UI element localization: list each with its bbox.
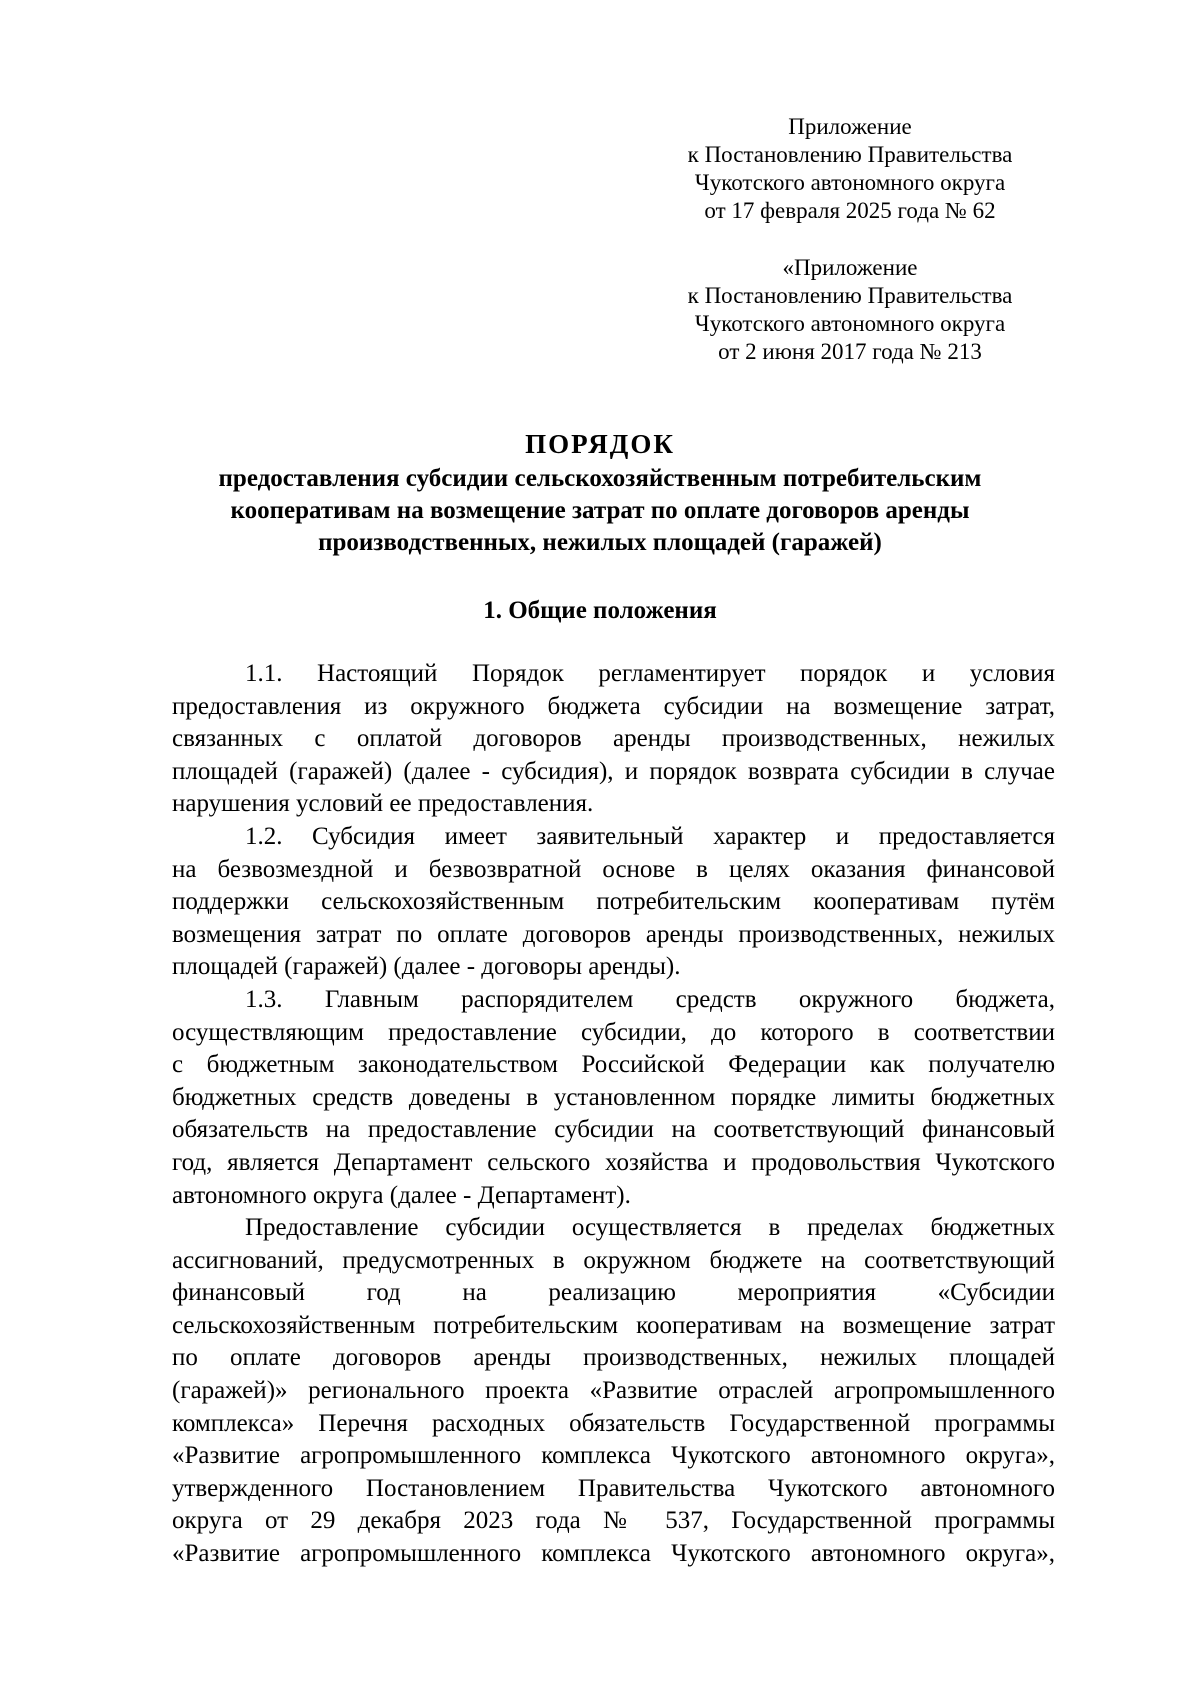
text-line: 1.3. Главным распорядителем средств окружного бюджета,: [245, 985, 1055, 1013]
text-line: «Развитие агропромышленного комплекса Чукотского автономного округа»,: [172, 1540, 1055, 1568]
paragraph-1-1: [172, 658, 1055, 821]
text-line: 1.2. Субсидия имеет заявительный характер и предоставляется: [245, 822, 1055, 850]
text-line: с бюджетным законодательством Российской Федерации как получателю: [172, 1051, 1055, 1079]
text-line: ассигнований, предусмотренных в окружном бюджете на соответствующий: [172, 1246, 1055, 1274]
paragraph-1-2: [172, 821, 1055, 984]
annex-header-line: Приложение: [788, 114, 912, 139]
subtitle-line: кооперативам на возмещение затрат по оплате договоров аренды: [230, 497, 970, 524]
text-line: по оплате договоров аренды производственных, нежилых площадей: [172, 1344, 1055, 1372]
annex-header-original: [650, 254, 1050, 366]
subtitle-line: производственных, нежилых площадей (гаражей): [318, 529, 882, 556]
annex-header-line: Чукотского автономного округа: [694, 170, 1006, 195]
text-line: автономного округа (далее - Департамент).: [172, 1181, 631, 1209]
annex-header-line: Чукотского автономного округа: [694, 311, 1006, 336]
text-line: предоставления из окружного бюджета субсидии на возмещение затрат,: [172, 692, 1055, 720]
text-line: округа от 29 декабря 2023 года № 537, Государственной программы: [172, 1507, 1055, 1535]
paragraph-funding: [172, 1212, 1055, 1571]
subtitle-line: предоставления субсидии сельскохозяйственным потребительским: [218, 465, 982, 492]
text-line: возмещения затрат по оплате договоров аренды производственных, нежилых: [172, 920, 1055, 948]
section-heading: 1. Общие положения: [483, 597, 717, 624]
text-line: осуществляющим предоставление субсидии, до которого в соответствии: [172, 1018, 1055, 1046]
document-subtitle: [140, 463, 1060, 559]
text-line: обязательств на предоставление субсидии на соответствующий финансовый: [172, 1116, 1055, 1144]
text-line: площадей (гаражей) (далее - субсидия), и порядок возврата субсидии в случае: [172, 757, 1055, 785]
annex-header-line: к Постановлению Правительства: [687, 283, 1013, 308]
text-line: поддержки сельскохозяйственным потребительским кооперативам путём: [172, 888, 1055, 916]
text-line: 1.1. Настоящий Порядок регламентирует порядок и условия: [245, 660, 1055, 687]
document-body: [172, 658, 1055, 1571]
annex-header-line: от 17 февраля 2025 года № 62: [704, 198, 996, 223]
paragraph-1-3: [172, 984, 1055, 1212]
text-line: комплекса» Перечня расходных обязательств Государственной программы: [172, 1409, 1055, 1437]
text-line: «Развитие агропромышленного комплекса Чукотского автономного округа»,: [172, 1442, 1055, 1470]
text-line: бюджетных средств доведены в установленном порядке лимиты бюджетных: [172, 1083, 1055, 1111]
annex-header-line: «Приложение: [782, 255, 918, 280]
annex-header-line: к Постановлению Правительства: [687, 142, 1013, 167]
annex-header-line: от 2 июня 2017 года № 213: [718, 339, 982, 364]
text-line: (гаражей)» регионального проекта «Развитие отраслей агропромышленного: [172, 1377, 1055, 1405]
text-line: Предоставление субсидии осуществляется в пределах бюджетных: [245, 1214, 1055, 1242]
text-line: год, является Департамент сельского хозяйства и продовольствия Чукотского: [172, 1148, 1055, 1176]
text-line: финансовый год на реализацию мероприятия «Субсидии: [172, 1279, 1055, 1307]
document-title: ПОРЯДОК: [525, 429, 675, 459]
text-line: сельскохозяйственным потребительским кооперативам на возмещение затрат: [172, 1311, 1055, 1339]
text-line: на безвозмездной и безвозвратной основе в целях оказания финансовой: [172, 855, 1055, 883]
text-line: площадей (гаражей) (далее - договоры аренды).: [172, 953, 681, 981]
text-line: связанных с оплатой договоров аренды производственных, нежилых: [172, 725, 1055, 753]
text-line: утвержденного Постановлением Правительства Чукотского автономного: [172, 1474, 1055, 1502]
text-line: нарушения условий ее предоставления.: [172, 790, 594, 818]
annex-header-current: [650, 113, 1050, 225]
